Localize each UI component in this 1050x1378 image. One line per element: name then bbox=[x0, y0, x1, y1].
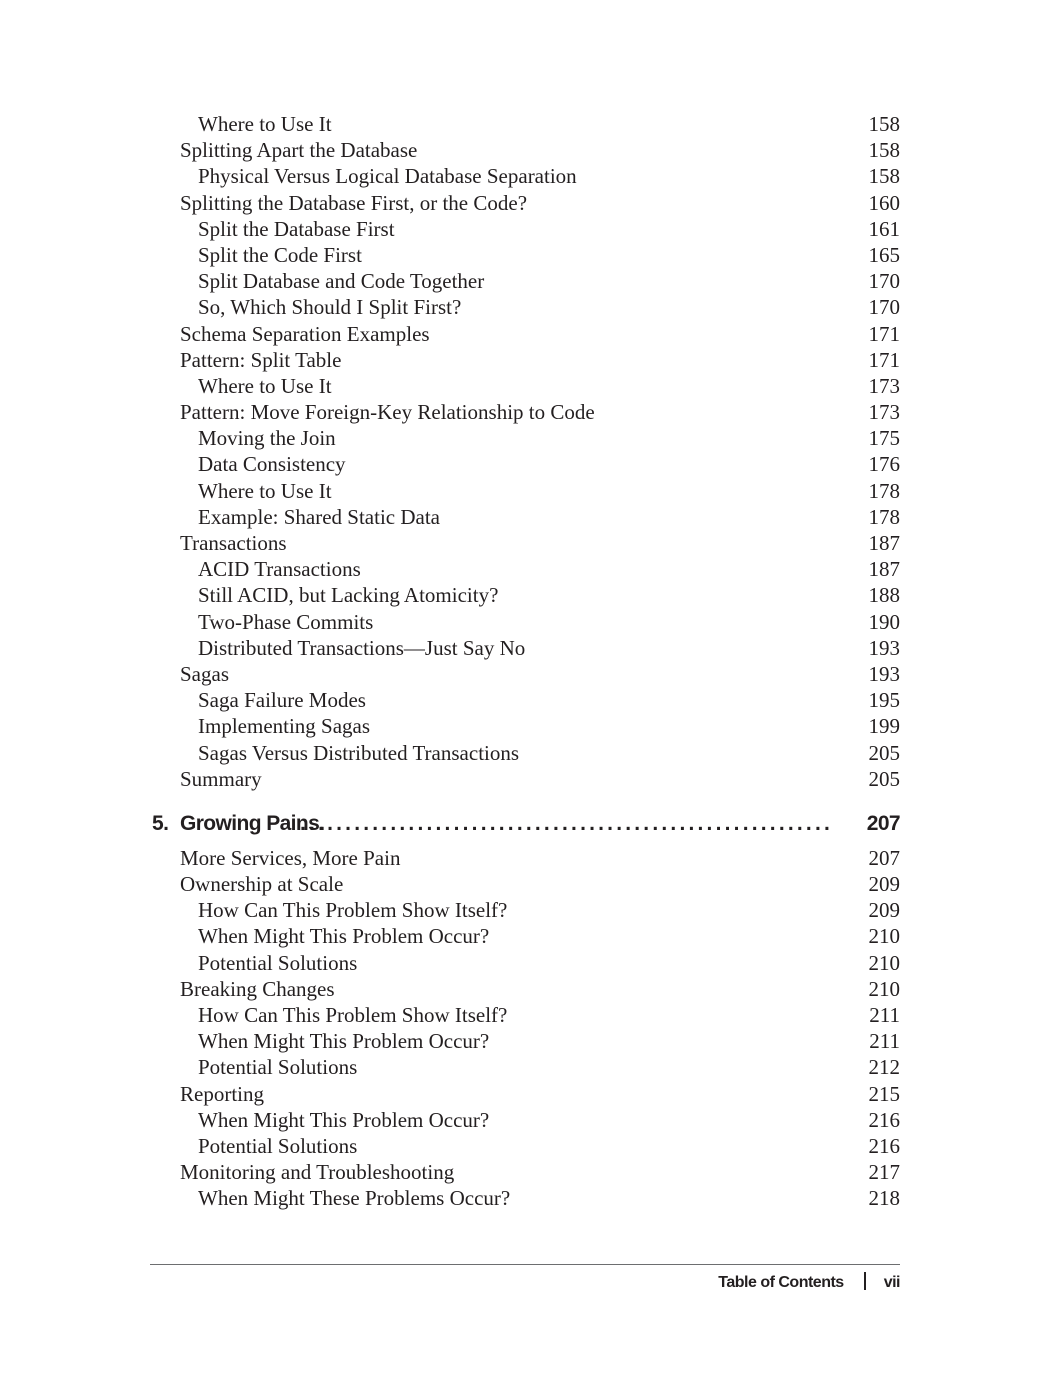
toc-entry-title: Sagas bbox=[180, 661, 229, 686]
toc-entry-page: 178 bbox=[868, 504, 900, 529]
toc-entry bbox=[150, 871, 900, 897]
toc-entry bbox=[150, 556, 900, 582]
toc-entry-title: Transactions bbox=[180, 531, 287, 555]
chapter-heading bbox=[150, 803, 900, 845]
toc-entry bbox=[150, 530, 900, 556]
toc-entry-title: Summary bbox=[180, 766, 262, 791]
toc-section-after bbox=[150, 845, 900, 1212]
toc-entry-title: Splitting Apart the Database bbox=[180, 138, 418, 163]
toc-entry-page: 173 bbox=[868, 373, 900, 398]
toc-entry bbox=[150, 137, 900, 163]
toc-entry-title: Breaking Changes bbox=[180, 976, 335, 1001]
page-footer bbox=[718, 1270, 900, 1296]
toc-entry bbox=[150, 268, 900, 294]
toc-entry-page: 199 bbox=[868, 714, 900, 739]
toc-entry-title: Example: Shared Static Data bbox=[198, 504, 441, 529]
toc-entry-title: Still ACID, but Lacking Atomicity? bbox=[198, 583, 499, 608]
toc-entry bbox=[150, 582, 900, 608]
toc-entry bbox=[150, 1054, 900, 1080]
toc-entry-title: When Might These Problems Occur? bbox=[198, 1186, 511, 1211]
toc-entry-title: How Can This Problem Show Itself? bbox=[198, 1003, 508, 1027]
toc-entry bbox=[150, 923, 900, 949]
toc-entry-page: 160 bbox=[868, 190, 900, 215]
toc-entry-title: Data Consistency bbox=[198, 452, 346, 477]
toc-entry-title: Moving the Join bbox=[198, 426, 336, 451]
toc-entry-title: When Might This Problem Occur? bbox=[198, 1107, 490, 1132]
toc-entry-title: More Services, More Pain bbox=[180, 845, 401, 870]
toc-entry-page: 195 bbox=[868, 688, 900, 713]
toc-entry-page: 171 bbox=[868, 321, 900, 346]
toc-entry bbox=[150, 766, 900, 792]
toc-entry bbox=[150, 478, 900, 504]
footer-rule bbox=[150, 1264, 900, 1265]
toc-entry bbox=[150, 373, 900, 399]
toc-entry-page: 205 bbox=[868, 766, 900, 791]
toc-entry-title: Split the Database First bbox=[198, 216, 395, 241]
toc-entry-title: Potential Solutions bbox=[198, 1133, 358, 1158]
toc-entry bbox=[150, 242, 900, 268]
toc-entry-page: 217 bbox=[868, 1160, 900, 1185]
toc-entry-page: 190 bbox=[868, 609, 900, 634]
toc-entry bbox=[150, 950, 900, 976]
toc-entry-page: 210 bbox=[868, 924, 900, 949]
toc-entry bbox=[150, 1159, 900, 1185]
table-of-contents bbox=[150, 111, 900, 1212]
toc-entry bbox=[150, 1081, 900, 1107]
toc-entry bbox=[150, 347, 900, 373]
toc-entry bbox=[150, 294, 900, 320]
toc-entry-title: Implementing Sagas bbox=[198, 714, 371, 739]
toc-entry bbox=[150, 976, 900, 1002]
toc-entry bbox=[150, 111, 900, 137]
toc-entry-title: When Might This Problem Occur? bbox=[198, 924, 490, 949]
toc-entry-title: Ownership at Scale bbox=[180, 872, 344, 897]
toc-entry-page: 210 bbox=[868, 950, 900, 975]
toc-entry bbox=[150, 321, 900, 347]
toc-entry bbox=[150, 687, 900, 713]
toc-entry-title: Where to Use It bbox=[198, 478, 332, 503]
toc-entry bbox=[150, 190, 900, 216]
toc-entry-page: 170 bbox=[868, 269, 900, 294]
toc-entry-page: 211 bbox=[869, 1003, 900, 1027]
footer-section-label: Table of Contents bbox=[718, 1274, 844, 1291]
toc-entry-page: 187 bbox=[868, 557, 900, 582]
toc-entry bbox=[150, 163, 900, 189]
toc-entry bbox=[150, 504, 900, 530]
dot-leader: ........................................................... bbox=[300, 811, 834, 835]
chapter-title: Growing Pains. bbox=[180, 811, 325, 835]
toc-entry-title: ACID Transactions bbox=[198, 557, 361, 582]
toc-entry-title: Split Database and Code Together bbox=[198, 269, 485, 294]
toc-entry-title: Reporting bbox=[180, 1081, 264, 1106]
toc-entry-title: So, Which Should I Split First? bbox=[198, 295, 462, 320]
toc-entry bbox=[150, 897, 900, 923]
toc-entry-page: 207 bbox=[868, 845, 900, 870]
toc-entry-title: Where to Use It bbox=[198, 112, 332, 136]
toc-entry-page: 209 bbox=[868, 872, 900, 897]
toc-entry bbox=[150, 635, 900, 661]
toc-entry-page: 188 bbox=[868, 583, 900, 608]
toc-entry-title: Physical Versus Logical Database Separation bbox=[198, 164, 577, 189]
toc-entry-title: Split the Code First bbox=[198, 242, 362, 267]
chapter-number: 5. bbox=[152, 811, 169, 835]
toc-entry-page: 178 bbox=[868, 478, 900, 503]
toc-entry bbox=[150, 845, 900, 871]
toc-entry-title: Distributed Transactions—Just Say No bbox=[198, 635, 526, 660]
toc-entry-page: 175 bbox=[868, 426, 900, 451]
toc-entry-page: 210 bbox=[868, 976, 900, 1001]
toc-entry-page: 216 bbox=[868, 1107, 900, 1132]
footer-separator bbox=[864, 1272, 866, 1290]
toc-entry-page: 158 bbox=[868, 112, 900, 136]
toc-entry-title: Saga Failure Modes bbox=[198, 688, 366, 713]
toc-entry-page: 205 bbox=[868, 740, 900, 765]
toc-entry-title: Potential Solutions bbox=[198, 950, 358, 975]
toc-entry bbox=[150, 1028, 900, 1054]
toc-entry-title: Pattern: Split Table bbox=[180, 347, 342, 372]
toc-entry bbox=[150, 740, 900, 766]
toc-entry-title: Monitoring and Troubleshooting bbox=[180, 1160, 455, 1185]
toc-entry bbox=[150, 425, 900, 451]
toc-entry-title: How Can This Problem Show Itself? bbox=[198, 898, 508, 923]
footer-page-number: vii bbox=[883, 1274, 900, 1291]
toc-entry-title: When Might This Problem Occur? bbox=[198, 1029, 490, 1054]
toc-entry-title: Where to Use It bbox=[198, 373, 332, 398]
toc-entry-title: Two-Phase Commits bbox=[198, 609, 374, 634]
toc-entry bbox=[150, 399, 900, 425]
toc-entry bbox=[150, 1002, 900, 1028]
toc-entry-page: 173 bbox=[868, 400, 900, 425]
toc-entry bbox=[150, 1133, 900, 1159]
toc-entry bbox=[150, 661, 900, 687]
toc-entry bbox=[150, 713, 900, 739]
toc-entry-title: Sagas Versus Distributed Transactions bbox=[198, 740, 520, 765]
toc-entry-page: 215 bbox=[868, 1081, 900, 1106]
toc-entry-title: Splitting the Database First, or the Code? bbox=[180, 190, 528, 215]
toc-entry-page: 165 bbox=[868, 242, 900, 267]
toc-entry-page: 193 bbox=[868, 661, 900, 686]
toc-entry bbox=[150, 609, 900, 635]
toc-entry bbox=[150, 1185, 900, 1211]
toc-section-before bbox=[150, 111, 900, 792]
toc-entry bbox=[150, 451, 900, 477]
toc-entry-page: 176 bbox=[868, 452, 900, 477]
toc-entry-title: Pattern: Move Foreign-Key Relationship to Code bbox=[180, 400, 595, 425]
toc-entry-page: 187 bbox=[868, 531, 900, 555]
toc-entry bbox=[150, 1107, 900, 1133]
toc-entry bbox=[150, 216, 900, 242]
toc-entry-page: 171 bbox=[868, 347, 900, 372]
chapter-page-number: 207 bbox=[866, 811, 900, 835]
toc-entry-page: 161 bbox=[868, 216, 900, 241]
toc-entry-page: 212 bbox=[868, 1055, 900, 1080]
toc-entry-page: 158 bbox=[868, 138, 900, 163]
toc-entry-page: 170 bbox=[868, 295, 900, 320]
toc-entry-page: 211 bbox=[869, 1029, 900, 1054]
toc-entry-page: 193 bbox=[868, 635, 900, 660]
toc-entry-page: 209 bbox=[868, 898, 900, 923]
toc-entry-title: Schema Separation Examples bbox=[180, 321, 430, 346]
toc-entry-page: 218 bbox=[868, 1186, 900, 1211]
toc-entry-page: 158 bbox=[868, 164, 900, 189]
toc-entry-title: Potential Solutions bbox=[198, 1055, 358, 1080]
toc-entry-page: 216 bbox=[868, 1133, 900, 1158]
